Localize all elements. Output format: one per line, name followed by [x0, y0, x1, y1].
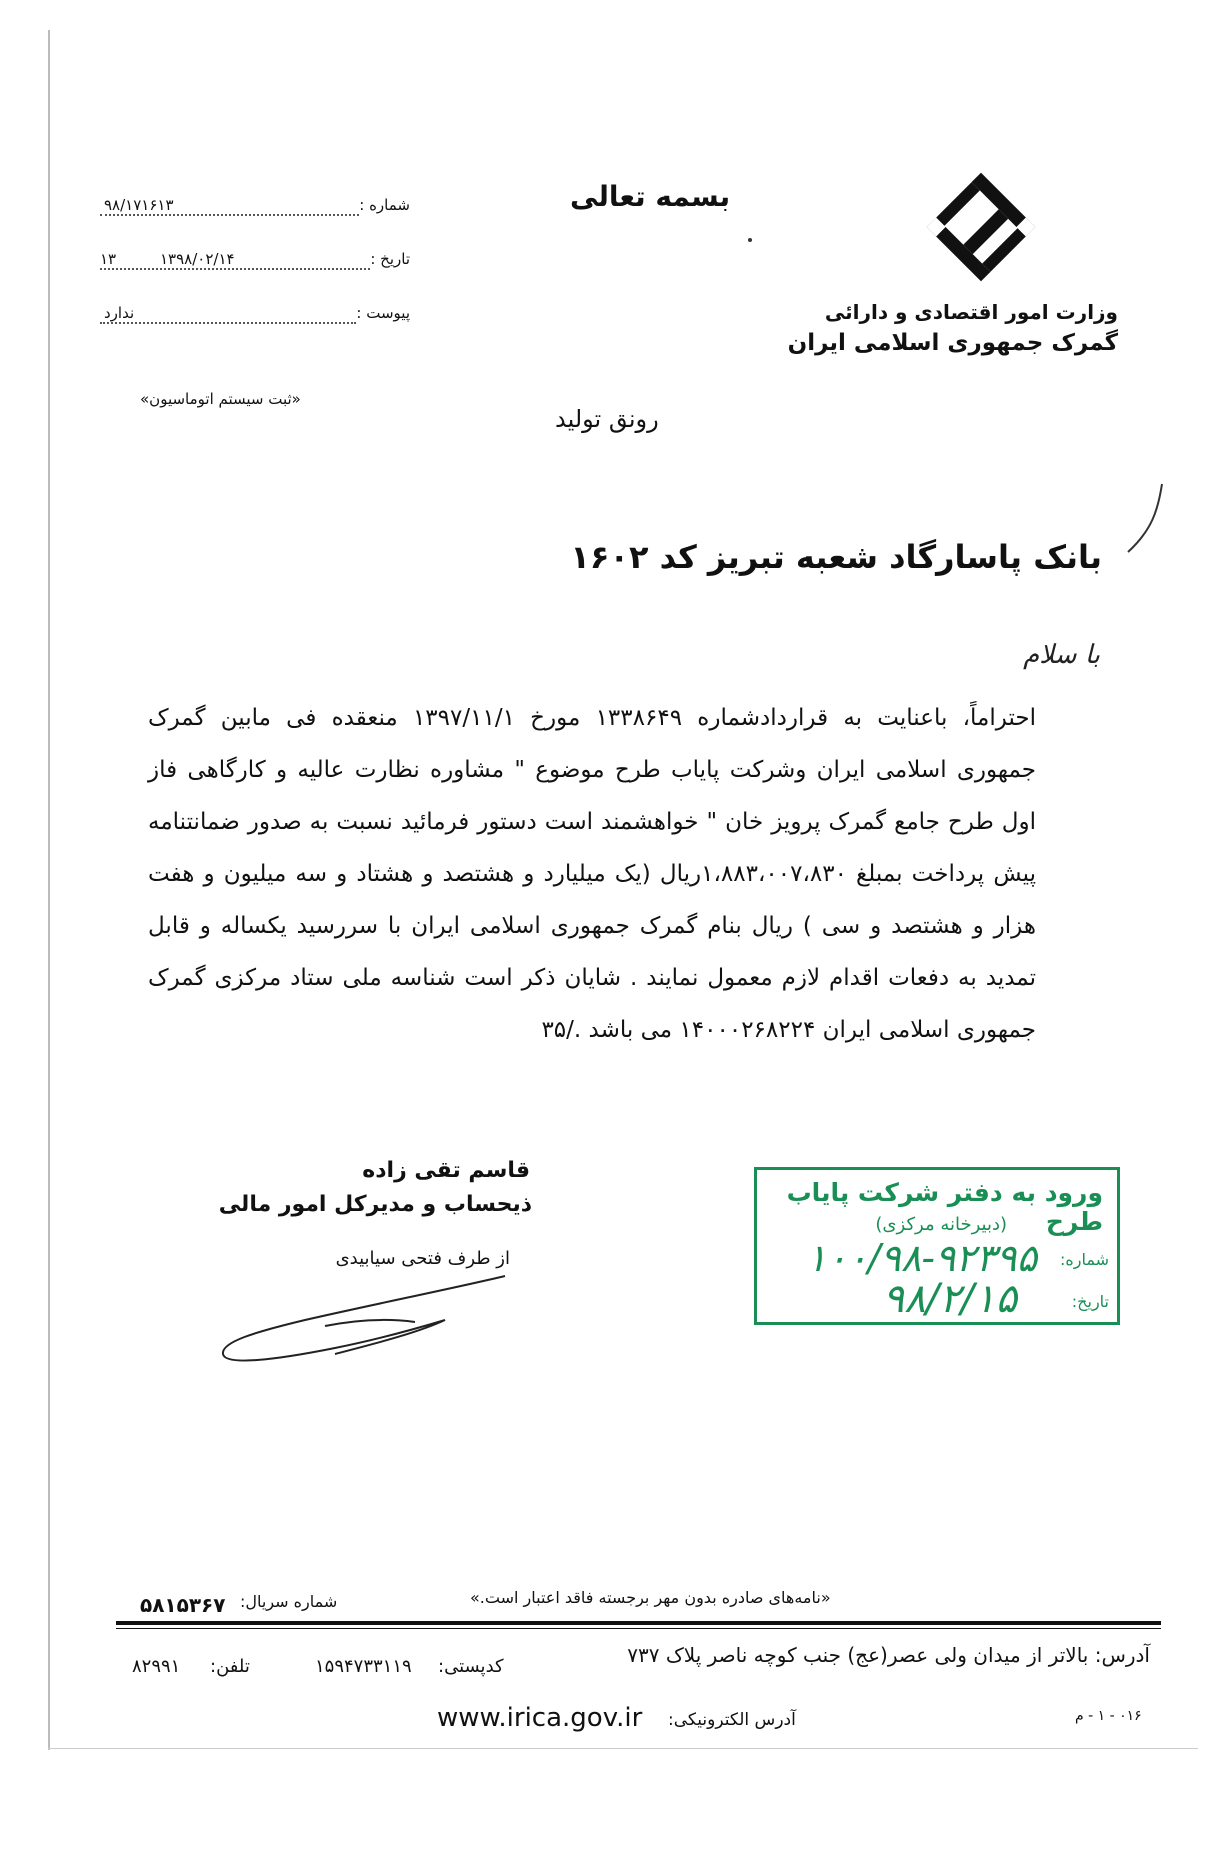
website-link[interactable]: www.irica.gov.ir: [437, 1703, 643, 1733]
stamp-date-value: ۹۸/۲/۱۵: [882, 1276, 1017, 1322]
automation-note: «ثبت سیستم اتوماسیون»: [140, 390, 301, 408]
attachment-label: پیوست :: [356, 304, 410, 322]
signer-title: ذیحساب و مدیرکل امور مالی: [218, 1192, 532, 1217]
signer-name: قاسم تقی زاده: [362, 1158, 530, 1183]
greeting: با سلام: [1023, 640, 1100, 670]
attachment-value: ندارد: [100, 304, 356, 324]
received-stamp: [754, 1167, 1120, 1325]
phone-value: ۸۲۹۹۱: [132, 1656, 181, 1677]
page-edge-bottom: [48, 1748, 1198, 1749]
footer-rule-thin: [116, 1628, 1161, 1629]
letter-date-row: [100, 250, 410, 270]
customs-name: گمرک جمهوری اسلامی ایران: [787, 330, 1118, 356]
footer-rule-thick: [116, 1621, 1161, 1625]
besmeh-heading: بسمه تعالی: [570, 180, 731, 213]
serial-label: شماره سریال:: [240, 1592, 338, 1611]
letter-number-value: ۹۸/۱۷۱۶۱۳: [100, 196, 359, 216]
postal-value: ۱۵۹۴۷۳۳۱۱۹: [315, 1656, 412, 1677]
stamp-number-label: شماره:: [1059, 1250, 1109, 1269]
seal-notice: «نامه‌های صادره بدون مهر برجسته فاقد اعتبار است.»: [470, 1588, 831, 1607]
postal-label: کدپستی:: [438, 1656, 504, 1677]
recipient: بانک پاسارگاد شعبه تبریز کد ۱۶۰۲: [570, 538, 1102, 576]
page-edge-left: [48, 30, 50, 1750]
letter-date-value: ۱۳۹۸/۰۲/۱۴: [100, 250, 370, 270]
letter-date-side: ۱۳: [100, 250, 117, 268]
address-text: آدرس: بالاتر از میدان ولی عصر(عج) جنب کوچه ناصر پلاک ۷۳۷: [627, 1643, 1150, 1667]
attachment-row: [100, 304, 410, 324]
customs-logo-icon: [922, 168, 1040, 286]
stamp-line1: ورود به دفتر شرکت پایاب طرح: [786, 1178, 1103, 1236]
letter-date-label: تاریخ :: [370, 250, 410, 268]
pen-stroke-icon: [1118, 480, 1168, 560]
slogan: رونق تولید: [555, 405, 659, 433]
letter-body: احتراماً، باعنایت به قراردادشماره ۱۳۳۸۶۴۹ مورخ ۱۳۹۷/۱۱/۱ منعقده فی مابین گمرک جمهوری اسلامی ایران وشرکت پایاب طرح موضوع " مشاوره نظارت عالیه و کارگاهی فاز اول طرح جامع گمرک پرویز خان " خواهشمند است دستور فرمائید نسبت به صدور ضمانتنامه پیش پرداخت بمبلغ ۱،۸۸۳،۰۰۷،۸۳۰ریال (یک میلیارد و هشتصد و هشتاد و سه میلیون و هفت هزار و هشتصد و سی ) ریال بنام گمرک جمهوری اسلامی ایران با سررسید یکساله و قابل تمدید به دفعات اقدام لازم معمول نمایند . شایان ذکر است شناسه ملی ستاد مرکزی گمرک جمهوری اسلامی ایران ۱۴۰۰۰۲۶۸۲۲۴ می باشد ./۳۵: [148, 705, 1036, 1043]
ministry-name: وزارت امور اقتصادی و دارائی: [824, 300, 1118, 324]
ink-dot: [748, 238, 752, 242]
letter-number-row: [100, 196, 410, 216]
stamp-number-value: ۱۰۰/۹۸-۹۲۳۹۵: [806, 1236, 1037, 1280]
letter-number-label: شماره :: [359, 196, 410, 214]
stamp-date-label: تاریخ:: [1071, 1292, 1109, 1311]
form-code: ۰۱۶ - ۱ - م: [1075, 1708, 1142, 1724]
phone-label: تلفن:: [210, 1656, 250, 1677]
serial-value: ۵۸۱۵۳۶۷: [140, 1593, 226, 1617]
handwritten-signature: [215, 1268, 515, 1378]
website-label: آدرس الکترونیکی:: [668, 1710, 796, 1730]
stamp-line2: (دبیرخانه مرکزی): [875, 1214, 1007, 1235]
signer-behalf: از طرف فتحی سیابیدی: [335, 1248, 510, 1269]
